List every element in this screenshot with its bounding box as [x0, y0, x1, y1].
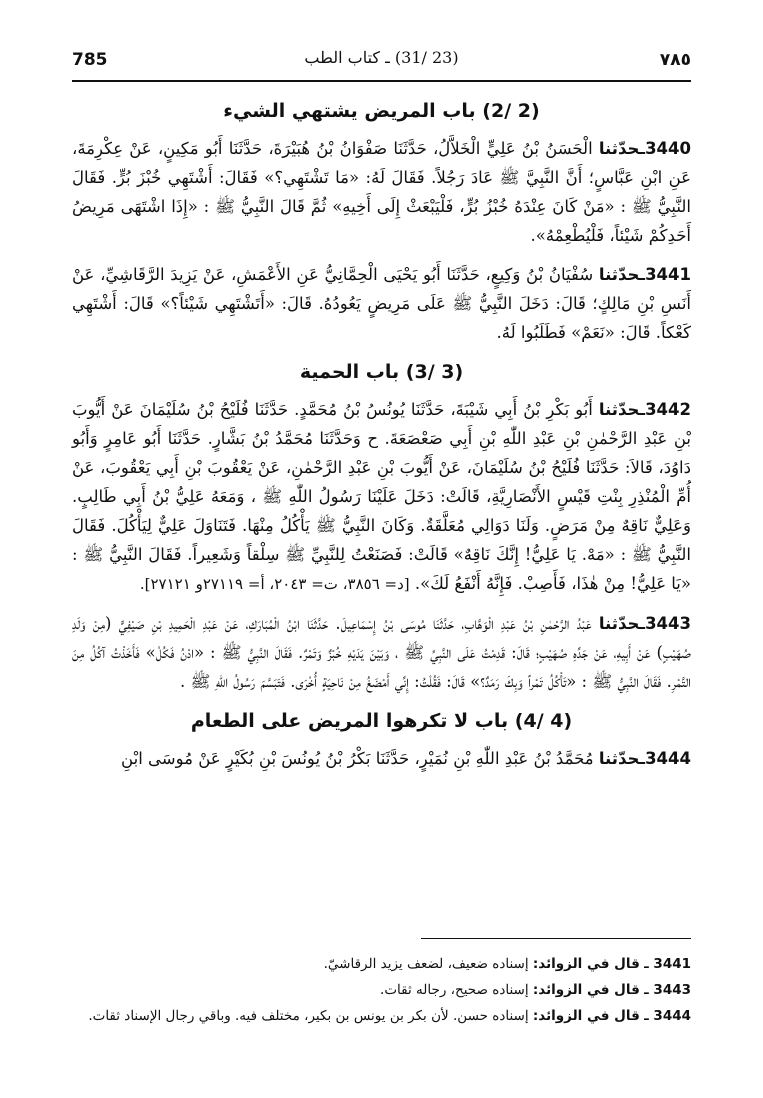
chapter-heading: (3 /3) باب الحمية — [299, 361, 464, 383]
hadith-keyword: ـحدّثنا — [598, 139, 646, 158]
hadith-number: 3442 — [645, 400, 691, 419]
footnote-number: 3444 ـ — [644, 1008, 691, 1024]
page-header — [72, 40, 691, 82]
hadith-text: الْحَسَنُ بْنُ عَلِيٍّ الْخَلاَّلُ، حَدَّثَنَا صَفْوَانُ بْنُ هُبَيْرَةَ، حَدَّثَنَا أَبُو مَكِينٍ، عَنْ عِكْرِمَةَ، عَنِ ابْنِ عَبَّاسٍ؛ أَنَّ النَّبِيَّ ﷺ عَادَ رَجُلاً. فَقَالَ لَهُ: «مَا تَشْتَهِي؟» فَقَالَ: أَشْتَهِي خُبْزَ بُرٍّ. فَقَالَ النَّبِيُّ ﷺ : «مَنْ كَانَ عِنْدَهُ خُبْزُ بُرٍّ، فَلْيَبْعَثْ إِلَى أَخِيهِ» ثُمَّ قَالَ النَّبِيُّ ﷺ : «إِذَا اشْتَهَى مَرِيضُ أَحَدِكُمْ شَيْئاً، فَلْيُطْعِمْهُ». — [72, 139, 691, 245]
hadith-paragraph — [72, 134, 691, 250]
hadith-number: 3444 — [645, 749, 691, 768]
hadith-text: أَبُو بَكْرِ بْنُ أَبِي شَيْبَةَ، حَدَّثَنَا يُونُسُ بْنُ مُحَمَّدٍ. حَدَّثَنَا فُلَيْحُ بْنُ سُلَيْمَانَ عَنْ أَيُّوبَ بْنِ عَبْدِ الرَّحْمٰنِ بْنِ عَبْدِ اللّٰهِ بْنِ أَبِي صَعْصَعَةَ. ح وَحَدَّثَنَا مُحَمَّدُ بْنُ بَشَّارٍ. حَدَّثَنَا أَبُو عَامِرٍ وَأَبُو دَاوُدَ، قَالاَ: حَدَّثَنَا فُلَيْحُ بْنُ سُلَيْمَانَ، عَنْ أَيُّوبَ بْنِ عَبْدِ الرَّحْمٰنِ، عَنْ يَعْقُوبَ بْنِ أَبِي يَعْقُوبَ، عَنْ أُمِّ الْمُنْذِرِ بِنْتِ قَيْسٍ الأَنْصَارِيَّةِ، قَالَتْ: دَخَلَ عَلَيْنَا رَسُولُ اللّٰهِ ﷺ ، وَمَعَهُ عَلِيُّ بْنُ أَبِي طَالِبٍ. وَعَلِيٌّ نَاقِهٌ مِنْ مَرَضٍ. وَلَنَا دَوَالِي مُعَلَّقَةٌ. وَكَانَ النَّبِيُّ ﷺ يَأْكُلُ مِنْهَا. فَتَنَاوَلَ عَلِيٌّ لِيَأْكُلَ. فَقَالَ النَّبِيُّ ﷺ : «مَهْ. يَا عَلِيُّ! إِنَّكَ نَاقِهٌ» قَالَتْ: فَصَنَعْتُ لِلنَّبِيِّ ﷺ سِلْقاً وَشَعِيراً. فَقَالَ النَّبِيُّ ﷺ : «يَا عَلِيُّ! مِنْ هٰذَا، فَأَصِبْ. فَإِنَّهُ أَنْفَعُ لَكَ». — [72, 400, 691, 593]
footnote-text: إسناده صحيح، رجاله ثقات. — [380, 982, 529, 998]
main-text — [72, 90, 691, 783]
footnote-label: قال في الزوائد: — [532, 982, 640, 998]
footnote — [72, 1003, 691, 1029]
hadith-reference: [د= ٣٨٥٦، ت= ٢٠٤٣، أ= ٢٧١١٩و ٢٧١٢١]. — [139, 575, 410, 593]
page-number-latin: 785 — [72, 50, 108, 70]
footnote — [72, 951, 691, 977]
hadith-paragraph — [72, 260, 691, 347]
footnote — [72, 977, 691, 1003]
hadith-text: عَبْدُ الرَّحْمٰنِ بْنُ عَبْدِ الْوَهَّابِ، حَدَّثَنَا مُوسَى بْنُ إِسْمَاعِيلَ. حَدَّثَنَا ابْنُ الْمُبَارَكِ، عَنْ عَبْدِ الْحَمِيدِ بْنِ صَيْفِيٍّ (مِنْ وَلَدِ صُهَيْبٍ) عَنْ أَبِيهِ، عَنْ جَدِّهِ صُهَيْبٍ؛ قَالَ: قَدِمْتُ عَلَى النَّبِيِّ ﷺ ، وَبَيْنَ يَدَيْهِ خُبْزٌ وَتَمْرٌ. فَقَالَ النَّبِيُّ ﷺ : «ادْنُ فَكُلْ» فَأَخَذْتُ آكُلُ مِنَ التَّمْرِ. فَقَالَ النَّبِيُّ ﷺ : «تَأْكُلُ تَمْراً وَبِكَ رَمَدٌ؟» قَالَ: فَقُلْتُ: إِنِّي أَمْضَغُ مِنْ نَاحِيَةٍ أُخْرَى. فَتَبَسَّمَ رَسُولُ اللّٰهِ ﷺ . — [72, 614, 691, 691]
footnote-label: قال في الزوائد: — [532, 1008, 640, 1024]
footnote-text: إسناده ضعيف، لضعف يزيد الرقاشيّ. — [323, 956, 529, 972]
footnote-label: قال في الزوائد: — [532, 956, 640, 972]
page-number-arabic: ٧٨٥ — [659, 50, 691, 70]
hadith-number: 3441 — [645, 265, 692, 284]
footnote-number: 3441 ـ — [644, 956, 691, 972]
footnote-number: 3443 ـ — [644, 982, 691, 998]
hadith-keyword: ـحدّثنا — [598, 265, 646, 284]
hadith-number: 3440 — [645, 139, 691, 158]
hadith-text: مُحَمَّدُ بْنُ عَبْدِ اللّٰهِ بْنِ نُمَيْرٍ، حَدَّثَنَا بَكْرُ بْنُ يُونُسَ بْنِ بُكَيْرٍ عَنْ مُوسَى ابْنِ — [121, 749, 594, 768]
hadith-keyword: ـحدّثنا — [598, 614, 646, 633]
hadith-keyword: ـحدّثنا — [598, 749, 646, 768]
hadith-paragraph — [72, 609, 691, 696]
footnote-text: إسناده حسن. لأن بكر بن يونس بن بكير، مختلف فيه. وباقي رجال الإسناد ثقات. — [88, 1008, 529, 1024]
hadith-paragraph — [72, 744, 691, 773]
hadith-number: 3443 — [645, 614, 691, 633]
hadith-keyword: ـحدّثنا — [598, 400, 646, 419]
hadith-text: سُفْيَانُ بْنُ وَكِيعٍ، حَدَّثَنَا أَبُو يَحْيَى الْحِمَّانِيُّ عَنِ الأَعْمَشِ، عَنْ يَزِيدَ الرَّقَاشِيِّ، عَنْ أَنَسِ بْنِ مَالِكٍ؛ قَالَ: دَخَلَ النَّبِيُّ ﷺ عَلَى مَرِيضٍ يَعُودُهُ. قَالَ: «أَتَشْتَهِي شَيْئاً؟» قَالَ: أَشْتَهِي كَعْكاً. قَالَ: «نَعَمْ» فَطَلَبُوا لَهُ. — [72, 265, 691, 342]
footnotes — [72, 938, 691, 1029]
footnote-divider — [421, 938, 691, 939]
hadith-paragraph — [72, 395, 691, 599]
chapter-heading: (2 /2) باب المريض يشتهي الشيء — [223, 100, 540, 122]
chapter-heading: (4 /4) باب لا تكرهوا المريض على الطعام — [190, 710, 573, 732]
running-title: (23 /31) ـ كتاب الطب — [304, 48, 459, 67]
